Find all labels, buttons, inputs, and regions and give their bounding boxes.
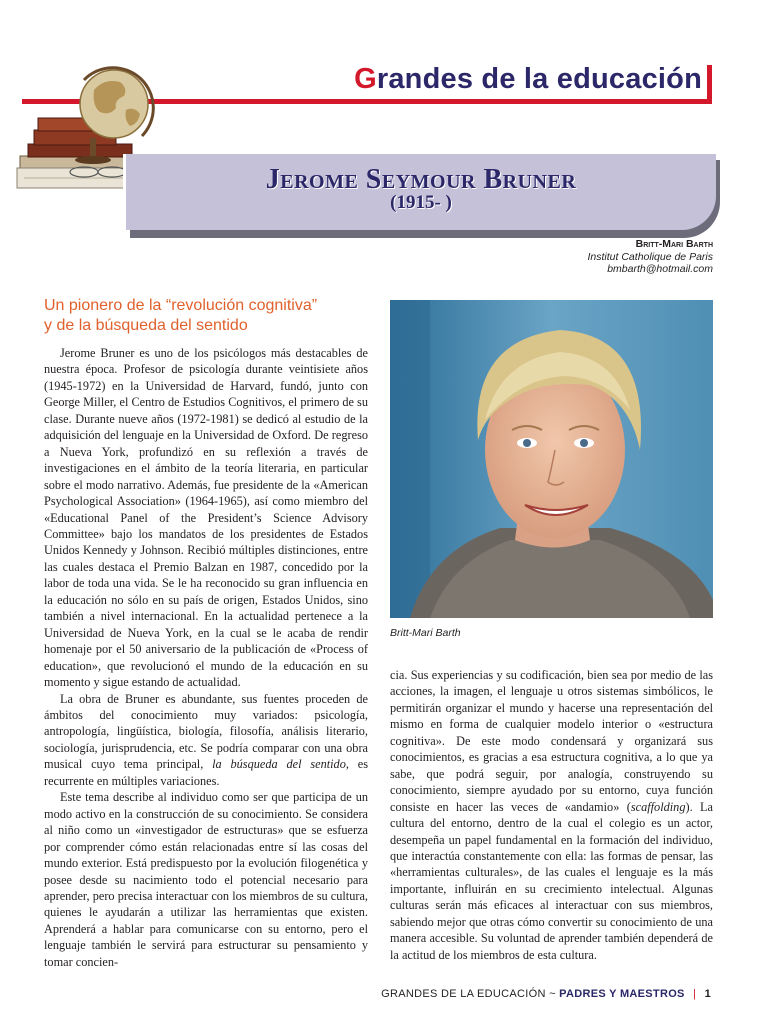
body-column-left (44, 345, 368, 970)
footer-magazine: PADRES Y MAESTROS (559, 988, 685, 1000)
subject-dates: (1915- ) (390, 192, 452, 213)
paragraph: cia. Sus experiencias y su codificación, bien sea por medio de las acciones, la imagen, el lenguaje u otros sistemas simbólicos, le permitirán organizar el mundo y hacerse una representación del mismo en forma de cualquier modelo interior o «estructura cognitiva». De este modo condensará y organizará sus conocimientos, es gracias a esa estructura cognitiva, a lo que ya sabe, que podrá seguir, por analogía, construyendo su conocimiento, siempre ayudado por su entorno, cuya función consiste en hacer las veces de «andamio» (scaffolding). La cultura del entorno, dentro de la cual el colegio es un actor, desempeña un papel fundamental en la formación del individuo, que interactúa constantemente con ella: las formas de pensar, las «herramientas culturales», de las cuales el lenguaje es la más importante, influirán en su crecimiento intelectual. Algunas culturas serán más eficaces al interactuar con sus miembros, sabiendo mejor que otras cómo convertir su conocimiento de una manera accesible. Su voluntad de aprender también dependerá de la actitud de los miembros de esta cultura. (390, 668, 714, 962)
header-rule-vertical (707, 65, 712, 104)
portrait-illustration (390, 300, 713, 618)
photo-caption: Britt-Mari Barth (390, 627, 461, 639)
subject-name: Jerome Seymour Bruner (265, 164, 577, 195)
author-name: Britt-Mari Barth (635, 238, 713, 250)
paragraph: Este tema describe al individuo como ser que participa de un modo activo en la construcción de su conocimiento. Se considera al niño como un «investigador de estructuras» que se esfuerza por comprender cómo están relacionadas entre sí las cosas del mundo exterior. Está predispuesto por la evolución filogenética y posee desde su nacimiento todo el potencial necesario para aprender, pero precisa interactuar con los miembros de su cultura, quienes le ayudarán a utilizar las herramientas que existen. Aprenderá a hablar para comunicarse con su entorno, pero el lenguaje también le servirá para estructurar su pensamiento y tomar concien- (44, 790, 368, 969)
footer-series: GRANDES DE LA EDUCACIÓN ~ (381, 988, 556, 1000)
author-email: bmbarth@hotmail.com (607, 263, 713, 275)
body-column-right (390, 667, 713, 963)
author-block (588, 238, 714, 276)
footer-separator: | (693, 988, 697, 1000)
page-footer (381, 988, 711, 1000)
paragraph: La obra de Bruner es abundante, sus fuentes proceden de ámbitos del conocimiento muy variados: psicología, antropología, lingüística, biología, filosofía, análisis literario, sociología, jurisprudencia, etc. Se podría comparar con una obra musical cuyo tema principal, la búsqueda del sentido, es recurrente en múltiples variaciones. (44, 691, 368, 788)
portrait-photo (390, 300, 713, 618)
article-subtitle: Un pionero de la “revolución cognitiva” y de la búsqueda del sentido (44, 297, 318, 334)
title-banner (123, 154, 716, 230)
page-number: 1 (704, 988, 711, 1000)
series-title: Grandes de la educación (354, 63, 702, 95)
paragraph: Jerome Bruner es uno de los psicólogos más destacables de nuestra época. Profesor de psicología durante veintisiete años (1945-1972) en la Universidad de Harvard, fundó, junto con George Miller, el Centro de Estudios Cognitivos, el primero de su clase. Durante nueve años (1972-1981) se dedicó al estudio de la adquisición del lenguaje en la Universidad de Oxford. De regreso a Nueva York, profundizó en su reflexión a través de investigaciones en el ámbito de la teoría literaria, en particular sobre el modo narrativo. Además, fue presidente de la «American Psychological Association» (1964-1965), así como miembro del «Educational Panel of the President’s Science Advisory Committee» bajo los mandatos de los presidentes de Estados Unidos Kennedy y Johnson. Recibió múltiples distinciones, entre las cuales destaca el Premio Balzan en 1987, concedido por la labor de toda una vida. Se le ha reconocido su gran influencia en la educación no sólo en su país de origen, Estados Unidos, sino también a nivel internacional. En la actualidad pertenece a la Universidad de Nueva York, en la cual se le acaba de rendir homenaje por el 50 aniversario de la publicación de «Process of education», que revolucionó el mundo de la educación en su momento y sigue estando de actualidad. (44, 346, 368, 690)
author-institution: Institut Catholique de Paris (587, 250, 713, 263)
